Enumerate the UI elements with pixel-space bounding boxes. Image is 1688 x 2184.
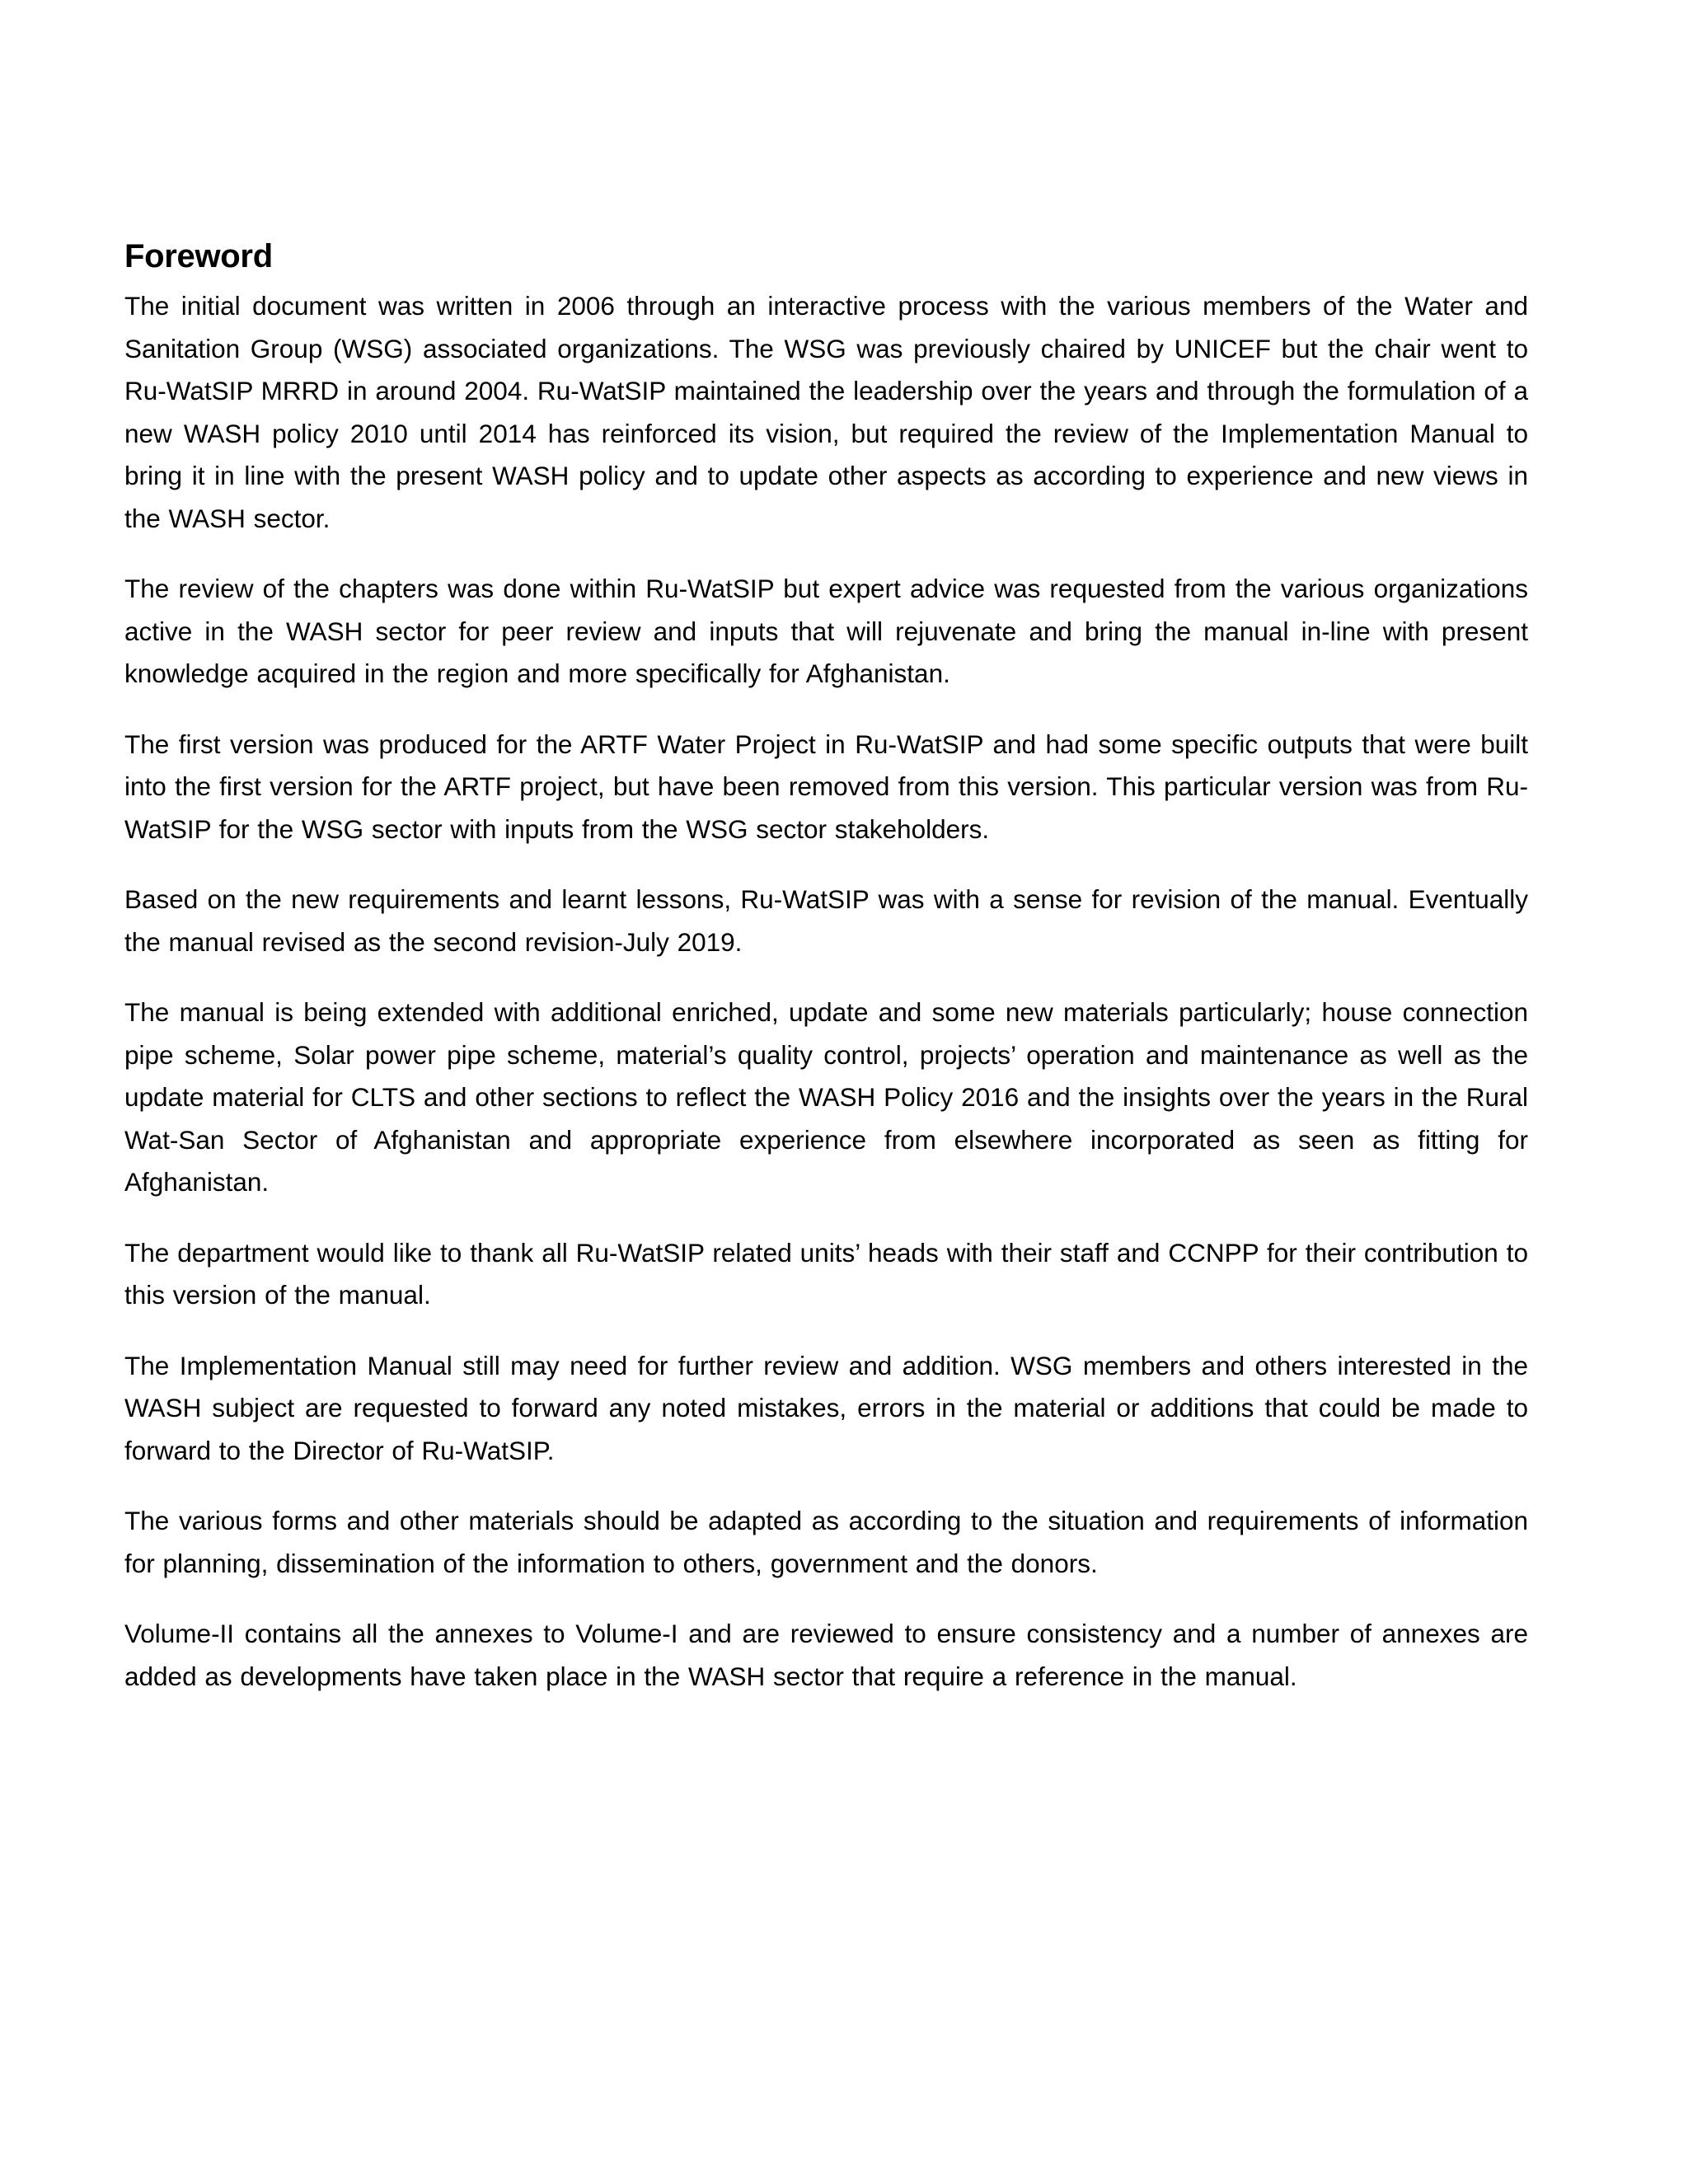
paragraph-9: Volume-II contains all the annexes to Volume-I and are reviewed to ensure consistency and a number of annexes are added as developments have taken place in the WASH sector that require a reference in the manual.	[124, 1619, 1528, 1691]
paragraph-4: Based on the new requirements and learnt lessons, Ru-WatSIP was with a sense for revision of the manual. Eventually the manual revised as the second revision-July 2019.	[124, 884, 1528, 957]
paragraph-2: The review of the chapters was done within Ru-WatSIP but expert advice was requested from the various organizations active in the WASH sector for peer review and inputs that will rejuvenate and bring the manual in-line with present knowledge acquired in the region and more specifically for Afghanistan.	[124, 574, 1528, 688]
paragraph-8: The various forms and other materials should be adapted as according to the situation and requirements of information for planning, dissemination of the information to others, government and the donors.	[124, 1506, 1528, 1578]
paragraph-6: The department would like to thank all Ru-WatSIP related units’ heads with their staff and CCNPP for their contribution to this version of the manual.	[124, 1237, 1528, 1310]
paragraph-5: The manual is being extended with additional enriched, update and some new materials particularly; house connection pipe scheme, Solar power pipe scheme, material’s quality control, projects’ operation and maintenance as well as the update material for CLTS and other sections to reflect the WASH Policy 2016 and the insights over the years in the Rural Wat-San Sector of Afghanistan and appropriate experience from elsewhere incorporated as seen as fitting for Afghanistan.	[124, 997, 1528, 1197]
paragraph-1: The initial document was written in 2006 through an interactive process with the various members of the Water and Sanitation Group (WSG) associated organizations. The WSG was previously chaired by UNICEF but the chair went to Ru-WatSIP MRRD in around 2004. Ru-WatSIP maintained the leadership over the years and through the formulation of a new WASH policy 2010 until 2014 has reinforced its vision, but required the review of the Implementation Manual to bring it in line with the present WASH policy and to update other aspects as according to experience and new views in the WASH sector.	[124, 291, 1528, 533]
foreword-section	[124, 232, 1528, 1698]
paragraph-7: The Implementation Manual still may need for further review and addition. WSG members and others interested in the WASH subject are requested to forward any noted mistakes, errors in the material or additions that could be made to forward to the Director of Ru-WatSIP.	[124, 1350, 1528, 1465]
paragraph-3: The first version was produced for the ARTF Water Project in Ru-WatSIP and had some specific outputs that were built into the first version for the ARTF project, but have been removed from this version. This particular version was from Ru-WatSIP for the WSG sector with inputs from the WSG sector stakeholders.	[124, 729, 1528, 844]
page-title: Foreword	[124, 238, 273, 274]
